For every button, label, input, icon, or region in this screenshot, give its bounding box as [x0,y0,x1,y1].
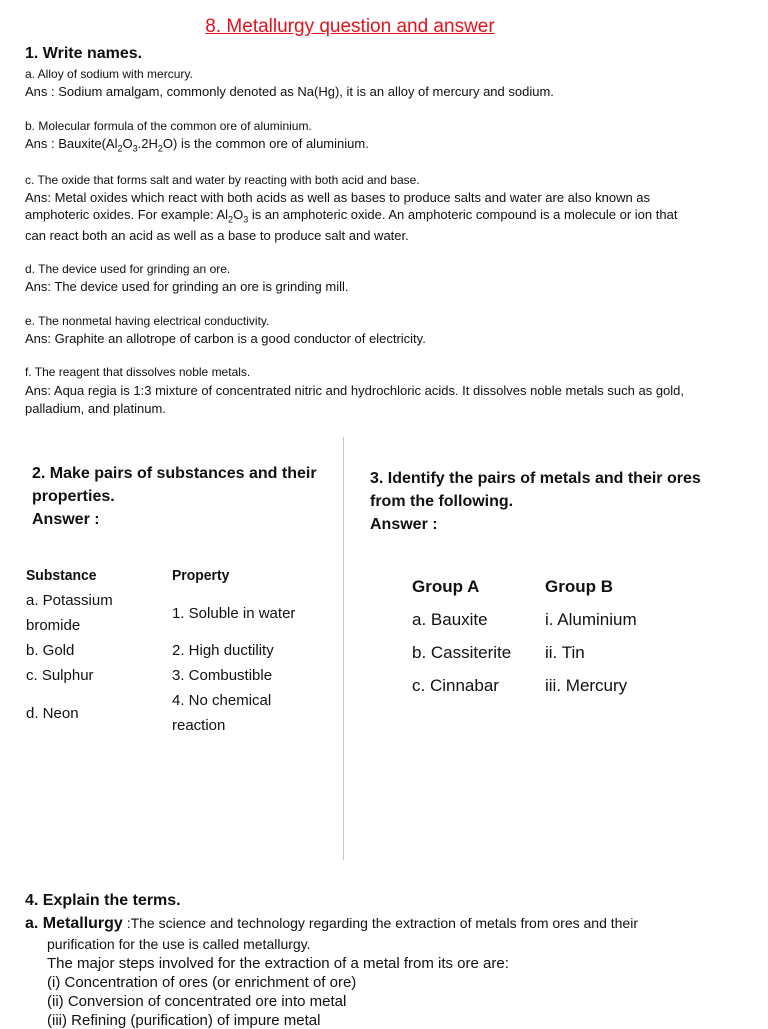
substance-c: c. Sulphur [26,667,94,684]
answer-f-line-2: palladium, and platinum. [25,401,166,416]
substance-a-cont: bromide [26,617,81,634]
group-b-header: Group B [545,577,613,596]
question-d: d. The device used for grinding an ore. [25,262,231,276]
answer-a: Ans : Sodium amalgam, commonly denoted as Na(Hg), it is an alloy of mercury and sodium. [25,84,554,99]
section-2-heading: 2. Make pairs of substances and their properties. Answer : [32,462,337,531]
steps-intro: The major steps involved for the extraction of a metal from its ore are: [47,955,509,972]
question-e: e. The nonmetal having electrical conductivity. [25,314,270,328]
group-a-column [412,570,542,702]
group-b-row-3: iii. Mercury [545,676,628,695]
substance-column [26,563,166,726]
property-1: 1. Soluble in water [172,605,296,622]
question-c: c. The oxide that forms salt and water by reacting with both acid and base. [25,173,420,187]
property-column [172,563,337,738]
answer-c-line-3: can react both an acid as well as a base to produce salt and water. [25,228,409,243]
question-b: b. Molecular formula of the common ore of aluminium. [25,119,312,133]
property-4: 4. No chemical [172,692,272,709]
group-b-row-2: ii. Tin [545,643,585,662]
substance-b: b. Gold [26,642,75,659]
step-2: (ii) Conversion of concentrated ore into metal [47,993,347,1010]
answer-f-line-1: Ans: Aqua regia is 1:3 mixture of concentrated nitric and hydrochloric acids. It dissolves noble metals such as gold, [25,383,685,398]
metallurgy-definition: a. Metallurgy :The science and technology regarding the extraction of metals from ores and their [25,915,638,932]
group-a-row-2: b. Cassiterite [412,643,512,662]
property-4-cont: reaction [172,717,226,734]
section-4-heading: 4. Explain the terms. [25,892,181,909]
step-1: (i) Concentration of ores (or enrichment of ore) [47,974,357,991]
step-3: (iii) Refining (purification) of impure metal [47,1012,321,1029]
section-2-answer-label: Answer : [32,511,100,528]
group-a-row-1: a. Bauxite [412,610,488,629]
section-1-heading: 1. Write names. [25,45,143,62]
group-a-header: Group A [412,577,480,596]
answer-c-line-1: Ans: Metal oxides which react with both acids as well as bases to produce salts and water are also known as [25,190,651,205]
question-a: a. Alloy of sodium with mercury. [25,67,193,81]
column-divider [343,437,344,860]
metallurgy-definition-cont: purification for the use is called metallurgy. [47,936,311,952]
substance-a: a. Potassium [26,592,113,609]
answer-e: Ans: Graphite an allotrope of carbon is a good conductor of electricity. [25,331,426,346]
group-a-row-3: c. Cinnabar [412,676,499,695]
property-3: 3. Combustible [172,667,273,684]
section-3-answer-label: Answer : [370,516,438,533]
property-header: Property [172,567,230,584]
substance-header: Substance [26,567,97,584]
substance-d: d. Neon [26,705,79,722]
group-b-column [545,570,695,702]
answer-d: Ans: The device used for grinding an ore is grinding mill. [25,279,349,294]
group-b-row-1: i. Aluminium [545,610,637,629]
question-f: f. The reagent that dissolves noble metals. [25,365,251,379]
answer-c-line-2: amphoteric oxides. For example: $Al_2O_3$ is an amphoteric oxide. An amphoteric compound is a molecule or ion that [25,207,678,225]
metallurgy-term: a. Metallurgy [25,915,123,932]
property-2: 2. High ductility [172,642,274,659]
answer-b: Ans : $Bauxite(Al_2O_3.2H_2O)$ is the common ore of aluminium. [25,136,369,154]
page-title: 8. Metallurgy question and answer [205,16,495,37]
section-3-heading: 3. Identify the pairs of metals and their ores from the following. Answer : [370,467,755,536]
